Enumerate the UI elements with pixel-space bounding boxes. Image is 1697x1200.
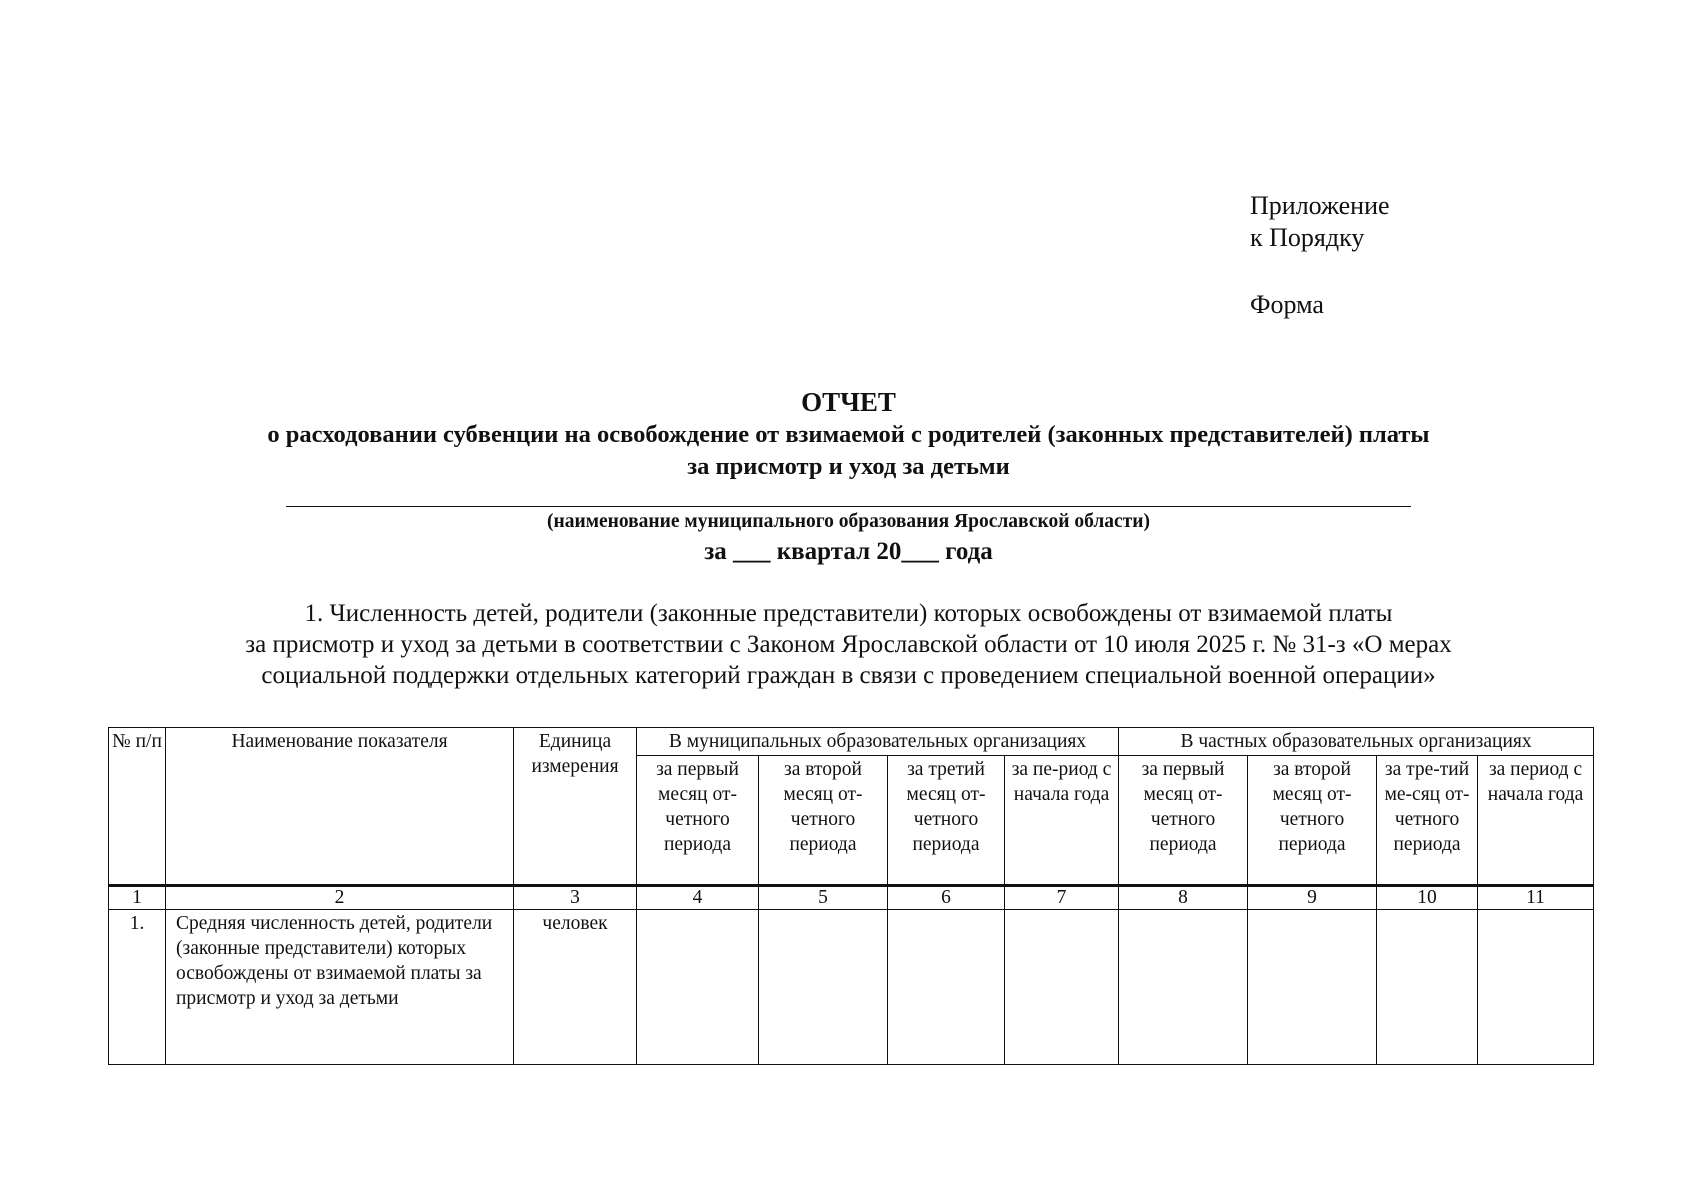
header-municipal-month-3: за третий месяц от-четного периода <box>888 756 1005 886</box>
report-title-block <box>0 385 1697 483</box>
header-private-month-1: за первый месяц от-четного периода <box>1119 756 1248 886</box>
column-number: 4 <box>637 886 759 910</box>
report-subtitle-line-2: за присмотр и уход за детьми <box>687 453 1010 480</box>
row-number: 1. <box>109 910 166 1065</box>
section-heading-line-2: за присмотр и уход за детьми в соответствии с Законом Ярославской области от 10 июля 2025 г. № 31-з «О мерах <box>245 631 1452 658</box>
report-table <box>108 727 1594 1065</box>
value-cell[interactable] <box>888 910 1005 1065</box>
column-number: 9 <box>1248 886 1377 910</box>
report-period: за ___ квартал 20___ года <box>704 538 993 565</box>
column-number: 2 <box>166 886 514 910</box>
column-number-row <box>109 886 1594 910</box>
appendix-reference: к Порядку <box>1250 223 1365 252</box>
appendix-block <box>1250 190 1390 321</box>
section-heading-line-1: 1. Численность детей, родители (законные представители) которых освобождены от взимаемой платы <box>304 600 1393 627</box>
report-title: ОТЧЕТ <box>801 387 896 417</box>
report-subtitle-line-1: о расходовании субвенции на освобождение от взимаемой с родителей (законных представителей) платы <box>267 421 1430 448</box>
section-heading <box>0 598 1697 691</box>
section-heading-line-3: социальной поддержки отдельных категорий граждан в связи с проведением специальной военной операции» <box>261 662 1436 689</box>
column-number: 8 <box>1119 886 1248 910</box>
header-municipal-ytd: за пе-риод с начала года <box>1005 756 1119 886</box>
header-municipal-orgs: В муниципальных образовательных организациях <box>637 728 1119 756</box>
header-number: № п/п <box>109 728 166 886</box>
value-cell[interactable] <box>1377 910 1478 1065</box>
value-cell[interactable] <box>637 910 759 1065</box>
value-cell[interactable] <box>1119 910 1248 1065</box>
header-private-month-3: за тре-тий ме-сяц от-четного периода <box>1377 756 1478 886</box>
column-number: 5 <box>759 886 888 910</box>
value-cell[interactable] <box>1248 910 1377 1065</box>
header-private-orgs: В частных образовательных организациях <box>1119 728 1594 756</box>
table-row <box>109 910 1594 1065</box>
column-number: 3 <box>514 886 637 910</box>
column-number: 10 <box>1377 886 1478 910</box>
column-number: 1 <box>109 886 166 910</box>
form-label: Форма <box>1250 290 1324 319</box>
header-private-ytd: за период с начала года <box>1478 756 1594 886</box>
municipality-name-caption: (наименование муниципального образования Ярославской области) <box>546 511 1150 532</box>
value-cell[interactable] <box>759 910 888 1065</box>
value-cell[interactable] <box>1005 910 1119 1065</box>
table-header-row-1 <box>109 728 1594 756</box>
column-number: 11 <box>1478 886 1594 910</box>
appendix-label: Приложение <box>1250 191 1390 220</box>
value-cell[interactable] <box>1478 910 1594 1065</box>
column-number: 7 <box>1005 886 1119 910</box>
header-municipal-month-1: за первый месяц от-четного периода <box>637 756 759 886</box>
header-municipal-month-2: за второй месяц от-четного периода <box>759 756 888 886</box>
header-private-month-2: за второй месяц от-четного периода <box>1248 756 1377 886</box>
column-number: 6 <box>888 886 1005 910</box>
municipality-name-underline <box>286 506 1411 507</box>
row-indicator: Средняя численность детей, родители (законные представители) которых освобождены от взимаемой платы за присмотр и уход за детьми <box>166 910 514 1065</box>
row-unit: человек <box>514 910 637 1065</box>
header-unit: Единица измерения <box>514 728 637 886</box>
header-indicator: Наименование показателя <box>166 728 514 886</box>
